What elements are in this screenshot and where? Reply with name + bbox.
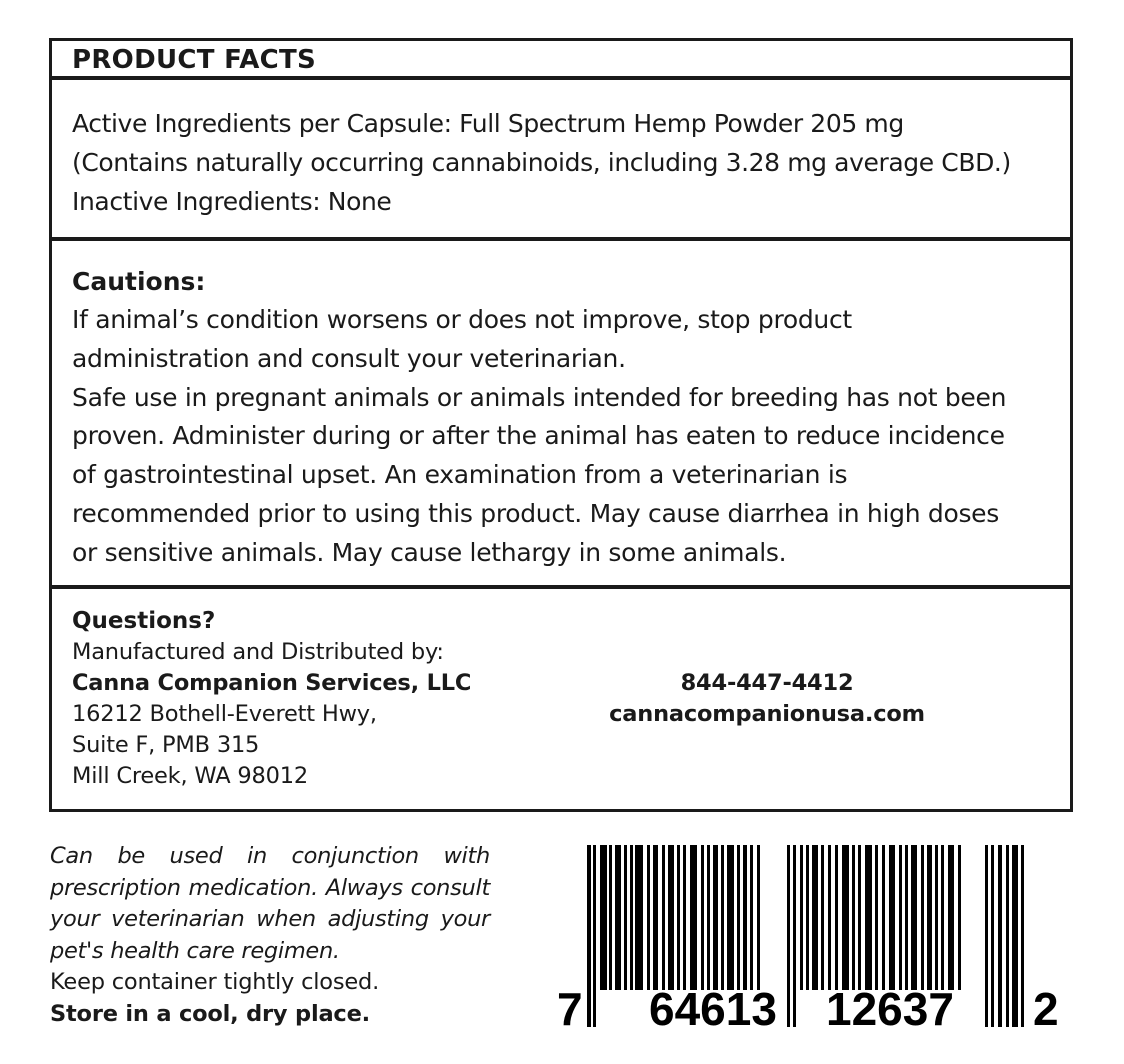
barcode-bar <box>615 845 621 990</box>
barcode-bar <box>941 845 944 990</box>
cautions-section <box>52 245 1070 589</box>
questions-section <box>52 593 1070 809</box>
barcode-bar <box>668 845 674 990</box>
phone-number: 844-447-4412 <box>680 670 854 696</box>
barcode-bar <box>1006 845 1009 1027</box>
conjunction-note-line: prescription medication. Always consult <box>50 874 490 901</box>
caution-line: proven. Administer during or after the animal has eaten to reduce incidence <box>72 421 1005 451</box>
barcode-bar <box>905 845 908 990</box>
barcode-bar <box>1021 845 1024 1027</box>
barcode-bar <box>713 845 718 990</box>
barcode-bar <box>653 845 658 990</box>
barcode-bar <box>865 845 872 990</box>
barcode-bar <box>842 845 849 990</box>
barcode-bar <box>858 845 861 990</box>
address-line: Mill Creek, WA 98012 <box>72 763 308 789</box>
barcode-bar <box>998 845 1002 1027</box>
barcode-bar <box>593 845 596 1027</box>
barcode-bar <box>690 845 697 990</box>
barcode-bar <box>927 845 932 990</box>
barcode-bar <box>921 845 924 990</box>
barcode-digits-left: 64613 <box>649 983 777 1035</box>
barcode-bar <box>889 845 895 990</box>
barcode-bar <box>1012 845 1018 1027</box>
manufactured-by-label: Manufactured and Distributed by: <box>72 639 444 665</box>
contact-info <box>592 668 942 730</box>
keep-closed-note: Keep container tightly closed. <box>50 969 380 995</box>
barcode-bar <box>630 845 633 990</box>
barcode-bar <box>806 845 809 990</box>
barcode-bar <box>727 845 734 990</box>
barcode-bar <box>647 845 650 990</box>
ingredients-section <box>52 84 1070 241</box>
caution-line: administration and consult your veterinarian. <box>72 343 626 373</box>
barcode-bar <box>875 845 878 990</box>
barcode-digit-check: 2 <box>1033 983 1059 1035</box>
barcode-digit-lead: 7 <box>557 983 583 1035</box>
barcode-bar <box>701 845 704 990</box>
caution-line: of gastrointestinal upset. An examination from a veterinarian is <box>72 460 848 490</box>
barcode-bar <box>958 845 961 990</box>
barcode-bar <box>662 845 665 990</box>
barcode-bar <box>935 845 938 990</box>
barcode-bar <box>635 845 643 990</box>
caution-line: or sensitive animals. May cause lethargy in some animals. <box>72 537 787 567</box>
storage-note: Store in a cool, dry place. <box>50 1000 370 1027</box>
barcode-bar <box>828 845 831 990</box>
usage-notes <box>50 841 490 1030</box>
website-url: cannacompanionusa.com <box>609 701 925 727</box>
product-facts-panel <box>49 38 1073 812</box>
barcode-digits-right: 12637 <box>826 983 954 1035</box>
barcode-bar <box>835 845 838 990</box>
barcode-bar <box>899 845 902 990</box>
company-name: Canna Companion Services, LLC <box>72 670 472 696</box>
facts-header <box>52 41 1070 80</box>
barcode-bar <box>793 845 796 1027</box>
barcode-bar <box>750 845 753 990</box>
barcode-bar <box>800 845 803 990</box>
caution-line: recommended prior to using this product. May cause diarrhea in high doses <box>72 498 999 528</box>
conjunction-note-line: your veterinarian when adjusting your <box>50 906 490 932</box>
barcode-bar <box>812 845 818 990</box>
address-line: 16212 Bothell-Everett Hwy, <box>72 701 377 727</box>
barcode-bar <box>787 845 790 1027</box>
barcode-bar <box>985 845 988 1027</box>
product-facts-title: PRODUCT FACTS <box>72 45 317 75</box>
address-line: Suite F, PMB 315 <box>72 732 260 758</box>
barcode-bar <box>852 845 855 990</box>
barcode-bar <box>677 845 680 990</box>
manufacturer-info <box>72 606 471 792</box>
barcode-bar <box>587 845 591 1027</box>
barcode-bar <box>624 845 627 990</box>
ingredients-line: Active Ingredients per Capsule: Full Spectrum Hemp Powder 205 mg <box>72 109 904 138</box>
ingredients-text <box>72 104 1011 221</box>
barcode-bar <box>737 845 740 990</box>
barcode-bar <box>948 845 954 990</box>
cautions-title: Cautions: <box>72 267 206 296</box>
barcode-bar <box>721 845 724 990</box>
barcode-bar <box>600 845 607 990</box>
barcode-bar <box>609 845 612 990</box>
questions-title: Questions? <box>72 608 216 634</box>
barcode-bar <box>991 845 994 1027</box>
barcode-bar <box>911 845 917 990</box>
barcode-bar <box>821 845 824 990</box>
barcode-bar <box>757 845 760 990</box>
cautions-text <box>72 301 1006 573</box>
barcode-bar <box>707 845 710 990</box>
conjunction-note-line: pet's health care regimen. <box>50 937 340 964</box>
caution-line: If animal’s condition worsens or does not improve, stop product <box>72 305 852 334</box>
conjunction-note-line: Can be used in conjunction with <box>50 843 490 869</box>
ingredients-line: Inactive Ingredients: None <box>72 187 392 216</box>
barcode-bar <box>743 845 747 990</box>
caution-line: Safe use in pregnant animals or animals intended for breeding has not been <box>72 382 1007 412</box>
barcode-bar <box>683 845 686 990</box>
ingredients-line: (Contains naturally occurring cannabinoids, including 3.28 mg average CBD.) <box>72 148 1011 177</box>
upc-barcode <box>555 845 1065 1035</box>
barcode-bar <box>882 845 885 990</box>
